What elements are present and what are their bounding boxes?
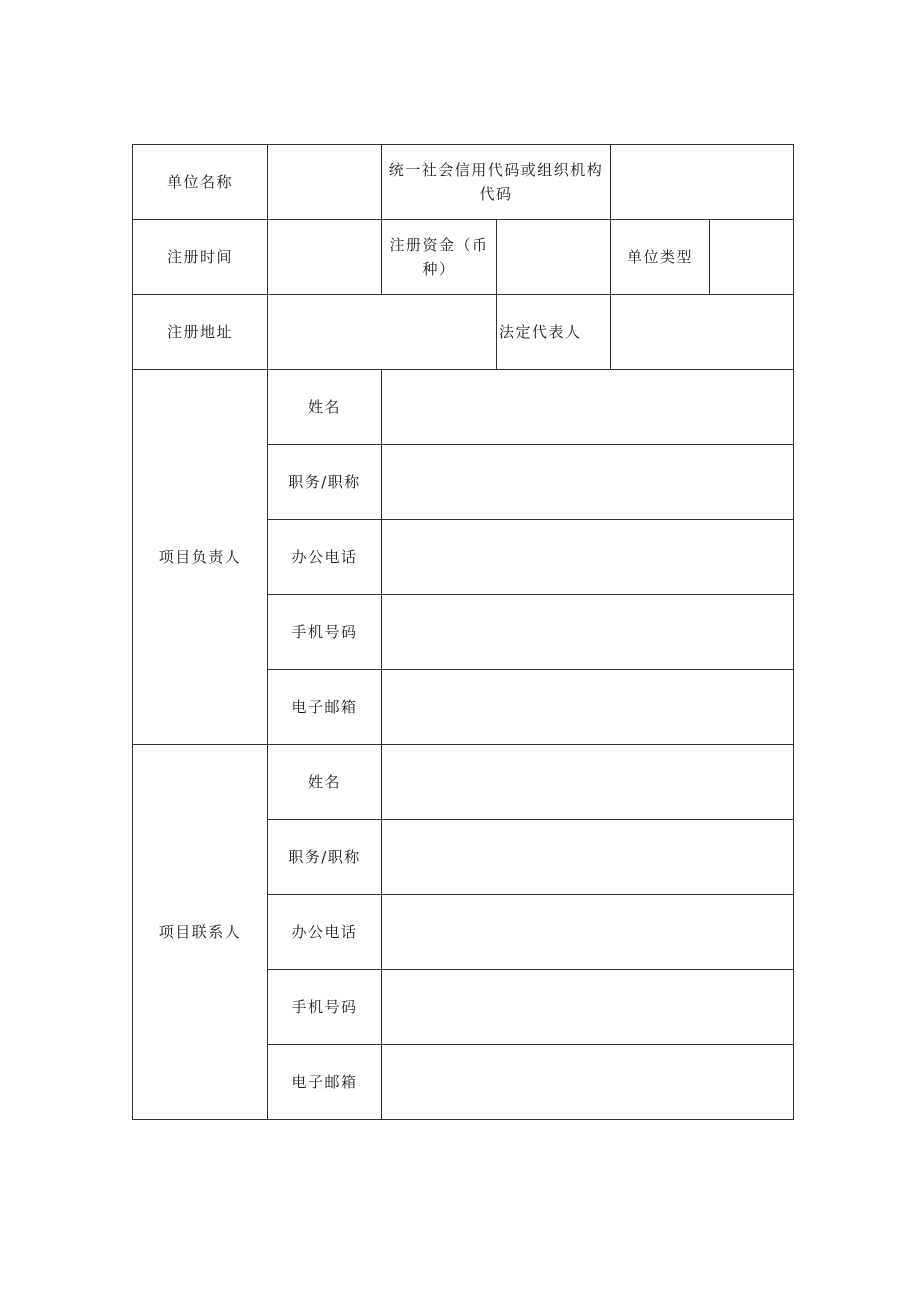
leader-email-field[interactable] [382,670,794,745]
row-contact-name [133,745,794,820]
contact-name-field[interactable] [382,745,794,820]
leader-office-phone-label: 办公电话 [268,520,382,595]
reg-capital-field[interactable] [497,220,611,295]
row-address [133,295,794,370]
contact-title-label: 职务/职称 [268,820,382,895]
contact-email-label: 电子邮箱 [268,1045,382,1120]
contact-email-field[interactable] [382,1045,794,1120]
leader-mobile-label: 手机号码 [268,595,382,670]
reg-time-label: 注册时间 [133,220,268,295]
contact-title-field[interactable] [382,820,794,895]
project-contact-group-label: 项目联系人 [133,745,268,1120]
unit-name-label: 单位名称 [133,145,268,220]
row-registration [133,220,794,295]
leader-title-field[interactable] [382,445,794,520]
unit-name-field[interactable] [268,145,382,220]
contact-mobile-field[interactable] [382,970,794,1045]
unit-type-label: 单位类型 [611,220,710,295]
row-unit-name [133,145,794,220]
contact-office-phone-field[interactable] [382,895,794,970]
leader-name-field[interactable] [382,370,794,445]
leader-email-label: 电子邮箱 [268,670,382,745]
leader-mobile-field[interactable] [382,595,794,670]
contact-mobile-label: 手机号码 [268,970,382,1045]
legal-rep-field[interactable] [611,295,794,370]
contact-office-phone-label: 办公电话 [268,895,382,970]
row-leader-name [133,370,794,445]
leader-office-phone-field[interactable] [382,520,794,595]
legal-rep-label: 法定代表人 [497,295,611,370]
credit-code-field[interactable] [611,145,794,220]
leader-title-label: 职务/职称 [268,445,382,520]
leader-name-label: 姓名 [268,370,382,445]
reg-time-field[interactable] [268,220,382,295]
reg-capital-label: 注册资金（币种） [382,220,497,295]
credit-code-label: 统一社会信用代码或组织机构代码 [382,145,611,220]
reg-address-label: 注册地址 [133,295,268,370]
contact-name-label: 姓名 [268,745,382,820]
registration-form-table [132,144,794,1120]
unit-type-field[interactable] [710,220,794,295]
reg-address-field[interactable] [268,295,497,370]
project-leader-group-label: 项目负责人 [133,370,268,745]
